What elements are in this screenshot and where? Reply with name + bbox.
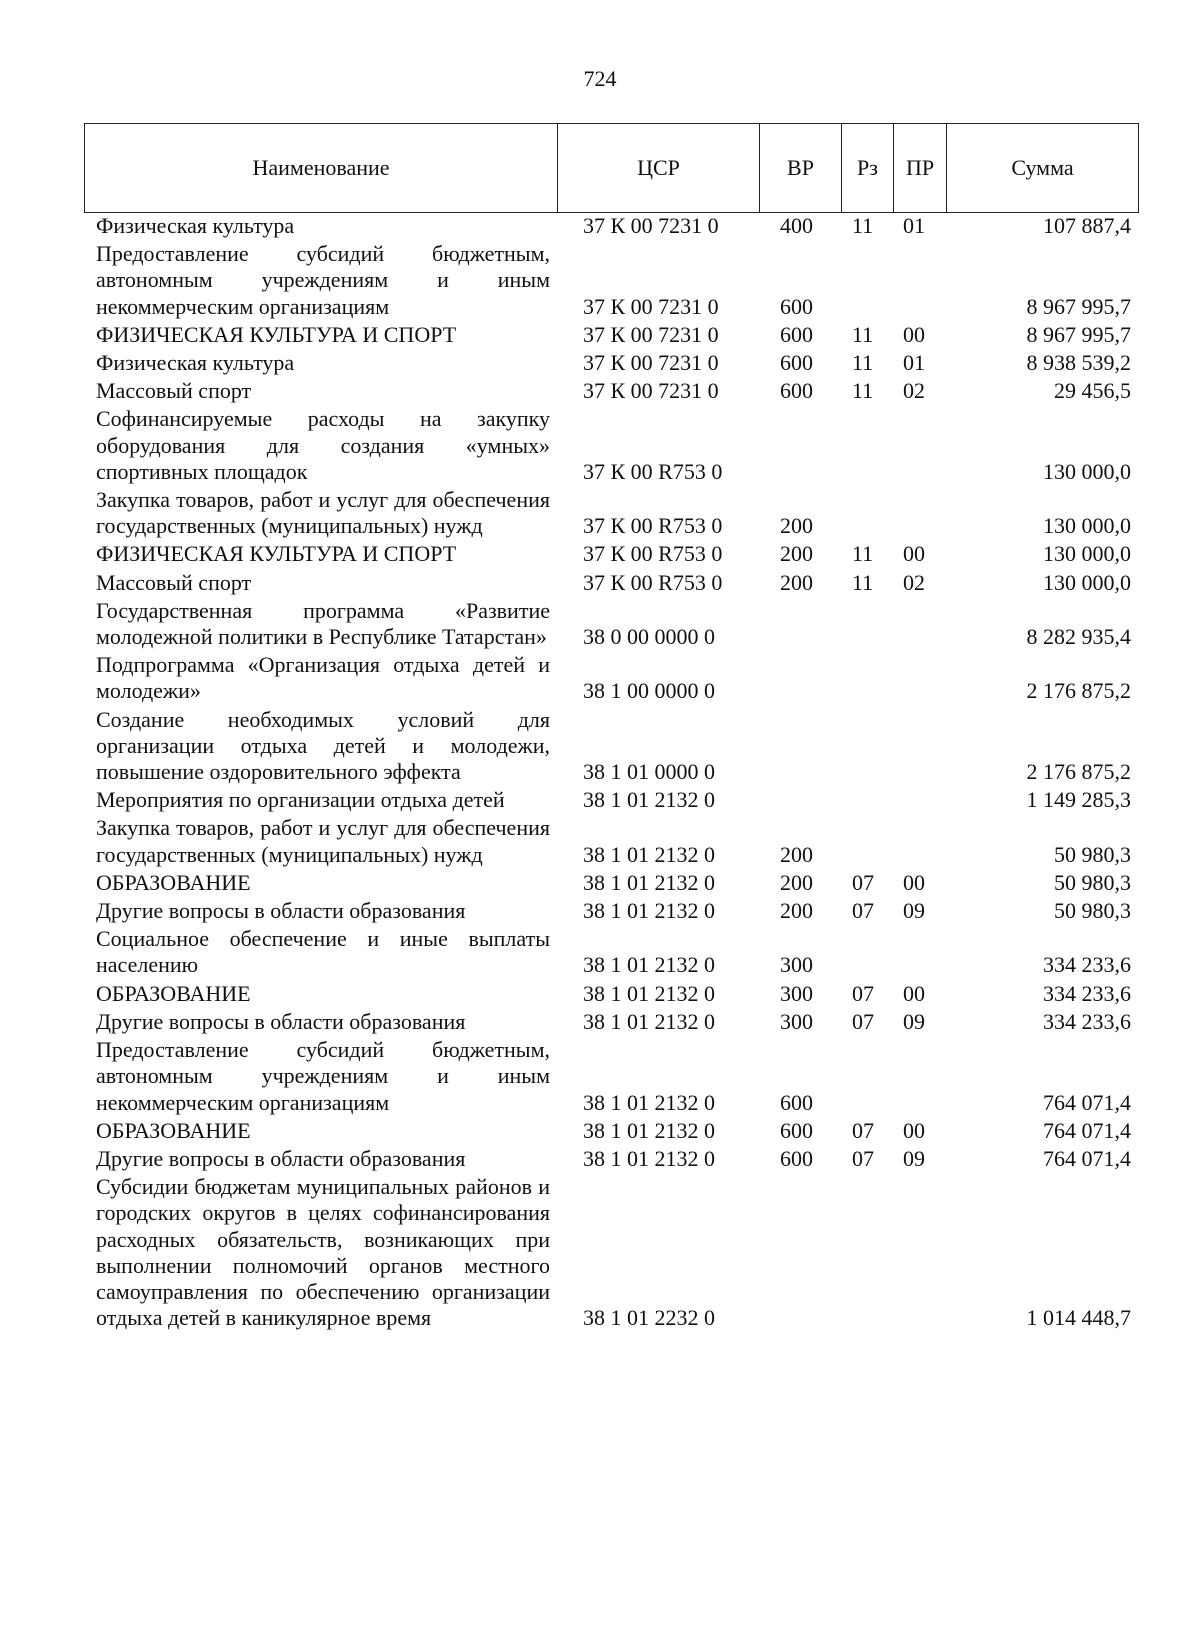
row-sum: 334 233,6 — [1043, 952, 1131, 978]
row-sum: 130 000,0 — [1043, 541, 1131, 567]
table-row — [84, 1174, 1139, 1333]
row-name: Софинансируемые расходы на закупку оборудования для создания «умных» спортивных площадок — [96, 406, 550, 484]
row-name: Государственная программа «Развитие молодежной политики в Республике Татарстан» — [96, 597, 550, 650]
row-name: Физическая культура — [96, 213, 295, 238]
row-csr: 38 1 01 0000 0 — [583, 759, 715, 785]
row-sum: 29 456,5 — [1054, 378, 1131, 404]
page-number: 724 — [583, 66, 617, 91]
row-vr: 400 — [780, 213, 813, 238]
row-csr: 38 1 01 2132 0 — [583, 841, 715, 867]
table-row — [84, 870, 1139, 898]
row-name: Мероприятия по организации отдыха детей — [96, 787, 505, 813]
table-body — [84, 213, 1139, 1333]
row-pr: 09 — [903, 1008, 925, 1034]
row-sum: 1 149 285,3 — [1026, 787, 1131, 813]
row-pr: 01 — [903, 350, 925, 376]
row-csr: 38 1 01 2132 0 — [583, 1089, 715, 1115]
row-rz: 11 — [852, 378, 874, 404]
row-rz: 07 — [852, 1117, 874, 1143]
row-vr: 600 — [780, 1145, 813, 1171]
row-pr: 09 — [903, 898, 925, 924]
row-name: ОБРАЗОВАНИЕ — [96, 1117, 251, 1143]
row-sum: 50 980,3 — [1054, 898, 1131, 924]
header-sum: Сумма — [946, 124, 1138, 212]
header-vr: ВР — [759, 124, 841, 212]
row-pr: 01 — [903, 213, 925, 238]
row-csr: 37 К 00 7231 0 — [583, 350, 719, 376]
row-rz: 07 — [852, 1008, 874, 1034]
header-rz: Рз — [841, 124, 893, 212]
row-sum: 130 000,0 — [1043, 569, 1131, 595]
row-sum: 130 000,0 — [1043, 513, 1131, 539]
row-csr: 38 1 01 2132 0 — [583, 1008, 715, 1034]
row-vr: 200 — [780, 869, 813, 895]
row-csr: 37 К 00 7231 0 — [583, 213, 719, 238]
row-csr: 38 1 01 2132 0 — [583, 1117, 715, 1143]
row-vr: 200 — [780, 513, 813, 539]
row-name: Другие вопросы в области образования — [96, 1145, 466, 1171]
row-name: Массовый спорт — [96, 569, 252, 595]
row-pr: 00 — [903, 980, 925, 1006]
table-row — [84, 487, 1139, 541]
row-vr: 600 — [780, 1117, 813, 1143]
row-sum: 130 000,0 — [1043, 458, 1131, 484]
row-sum: 764 071,4 — [1043, 1117, 1131, 1143]
row-vr: 300 — [780, 952, 813, 978]
row-name: Физическая культура — [96, 350, 295, 376]
row-name: ФИЗИЧЕСКАЯ КУЛЬТУРА И СПОРТ — [96, 321, 457, 347]
row-name: ФИЗИЧЕСКАЯ КУЛЬТУРА И СПОРТ — [96, 541, 457, 567]
table-row — [84, 898, 1139, 926]
row-rz: 07 — [852, 1145, 874, 1171]
row-csr: 38 1 01 2132 0 — [583, 787, 715, 813]
table-row — [84, 1146, 1139, 1174]
row-name: Предоставление субсидий бюджетным, автономным учреждениям и иным некоммерческим организациям — [96, 241, 550, 319]
table-row — [84, 926, 1139, 980]
row-pr: 00 — [903, 1117, 925, 1143]
row-sum: 8 938 539,2 — [1026, 350, 1131, 376]
row-sum: 8 967 995,7 — [1026, 321, 1131, 347]
row-vr: 200 — [780, 569, 813, 595]
row-sum: 334 233,6 — [1043, 980, 1131, 1006]
table-row — [84, 707, 1139, 788]
header-name: Наименование — [252, 155, 390, 180]
row-pr: 00 — [903, 541, 925, 567]
row-sum: 50 980,3 — [1054, 869, 1131, 895]
row-name: ОБРАЗОВАНИЕ — [96, 869, 251, 895]
row-pr: 02 — [903, 378, 925, 404]
row-vr: 200 — [780, 898, 813, 924]
row-name: Социальное обеспечение и иные выплаты населению — [96, 926, 550, 978]
row-csr: 38 1 01 2132 0 — [583, 869, 715, 895]
table-row — [84, 787, 1139, 815]
table-row — [84, 981, 1139, 1009]
row-csr: 37 К 00 7231 0 — [583, 321, 719, 347]
row-vr: 600 — [780, 378, 813, 404]
table-row — [84, 815, 1139, 869]
row-sum: 8 967 995,7 — [1026, 293, 1131, 319]
row-vr: 300 — [780, 1008, 813, 1034]
row-sum: 764 071,4 — [1043, 1089, 1131, 1115]
row-sum: 764 071,4 — [1043, 1145, 1131, 1171]
row-csr: 38 1 01 2132 0 — [583, 1145, 715, 1171]
table-row — [84, 1009, 1139, 1037]
row-rz: 11 — [852, 321, 874, 347]
row-vr: 200 — [780, 541, 813, 567]
table-row — [84, 406, 1139, 487]
table-row — [84, 1037, 1139, 1118]
row-csr: 38 1 01 2132 0 — [583, 980, 715, 1006]
row-csr: 38 0 00 0000 0 — [583, 624, 715, 650]
row-csr: 37 К 00 R753 0 — [583, 569, 723, 595]
table-row — [84, 322, 1139, 350]
row-vr: 600 — [780, 321, 813, 347]
row-vr: 600 — [780, 1089, 813, 1115]
table-row — [84, 241, 1139, 322]
row-rz: 11 — [852, 213, 874, 238]
table-row — [84, 541, 1139, 569]
row-name: Создание необходимых условий для организации отдыха детей и молодежи, повышение оздоровительного эффекта — [96, 706, 550, 785]
row-csr: 37 К 00 R753 0 — [583, 541, 723, 567]
table-row — [84, 652, 1139, 706]
row-vr: 600 — [780, 293, 813, 319]
row-pr: 00 — [903, 321, 925, 347]
row-rz: 11 — [852, 541, 874, 567]
table-row — [84, 350, 1139, 378]
row-name: ОБРАЗОВАНИЕ — [96, 980, 251, 1006]
row-pr: 02 — [903, 569, 925, 595]
row-csr: 37 К 00 7231 0 — [583, 378, 719, 404]
row-csr: 37 К 00 R753 0 — [583, 513, 723, 539]
row-rz: 07 — [852, 869, 874, 895]
row-name: Субсидии бюджетам муниципальных районов и городских округов в целях софинансирования расходных обязательств, возникающих при выполнении полномочий органов местного самоуправления по обеспечению организации отдыха детей в каникулярное время — [96, 1174, 550, 1331]
row-csr: 37 К 00 7231 0 — [583, 293, 719, 319]
row-name: Другие вопросы в области образования — [96, 1008, 466, 1034]
row-name: Закупка товаров, работ и услуг для обеспечения государственных (муниципальных) нужд — [96, 487, 550, 539]
header-pr: ПР — [893, 124, 946, 212]
table-row — [84, 570, 1139, 598]
row-rz: 11 — [852, 350, 874, 376]
row-sum: 2 176 875,2 — [1026, 678, 1131, 704]
row-rz: 07 — [852, 898, 874, 924]
row-name: Другие вопросы в области образования — [96, 898, 466, 924]
row-sum: 2 176 875,2 — [1026, 759, 1131, 785]
row-sum: 8 282 935,4 — [1026, 624, 1131, 650]
row-csr: 38 1 01 2132 0 — [583, 898, 715, 924]
row-name: Предоставление субсидий бюджетным, автономным учреждениям и иным некоммерческим организациям — [96, 1037, 550, 1115]
row-sum: 50 980,3 — [1054, 841, 1131, 867]
row-sum: 1 014 448,7 — [1026, 1305, 1131, 1331]
row-csr: 38 1 01 2132 0 — [583, 952, 715, 978]
row-csr: 38 1 01 2232 0 — [583, 1305, 715, 1331]
row-sum: 107 887,4 — [1043, 213, 1131, 238]
row-sum: 334 233,6 — [1043, 1008, 1131, 1034]
header-csr: ЦСР — [557, 124, 759, 212]
row-pr: 00 — [903, 869, 925, 895]
row-name: Массовый спорт — [96, 378, 252, 404]
table-row — [84, 598, 1139, 652]
row-csr: 38 1 00 0000 0 — [583, 678, 715, 704]
table-row — [84, 1118, 1139, 1146]
row-vr: 200 — [780, 841, 813, 867]
row-rz: 07 — [852, 980, 874, 1006]
table-row — [84, 378, 1139, 406]
row-vr: 600 — [780, 350, 813, 376]
table-row — [84, 213, 1139, 241]
table-header — [84, 123, 1139, 213]
row-rz: 11 — [852, 569, 874, 595]
row-pr: 09 — [903, 1145, 925, 1171]
row-vr: 300 — [780, 980, 813, 1006]
row-name: Закупка товаров, работ и услуг для обеспечения государственных (муниципальных) нужд — [96, 815, 550, 867]
row-csr: 37 К 00 R753 0 — [583, 458, 723, 484]
row-name: Подпрограмма «Организация отдыха детей и молодежи» — [96, 652, 550, 704]
